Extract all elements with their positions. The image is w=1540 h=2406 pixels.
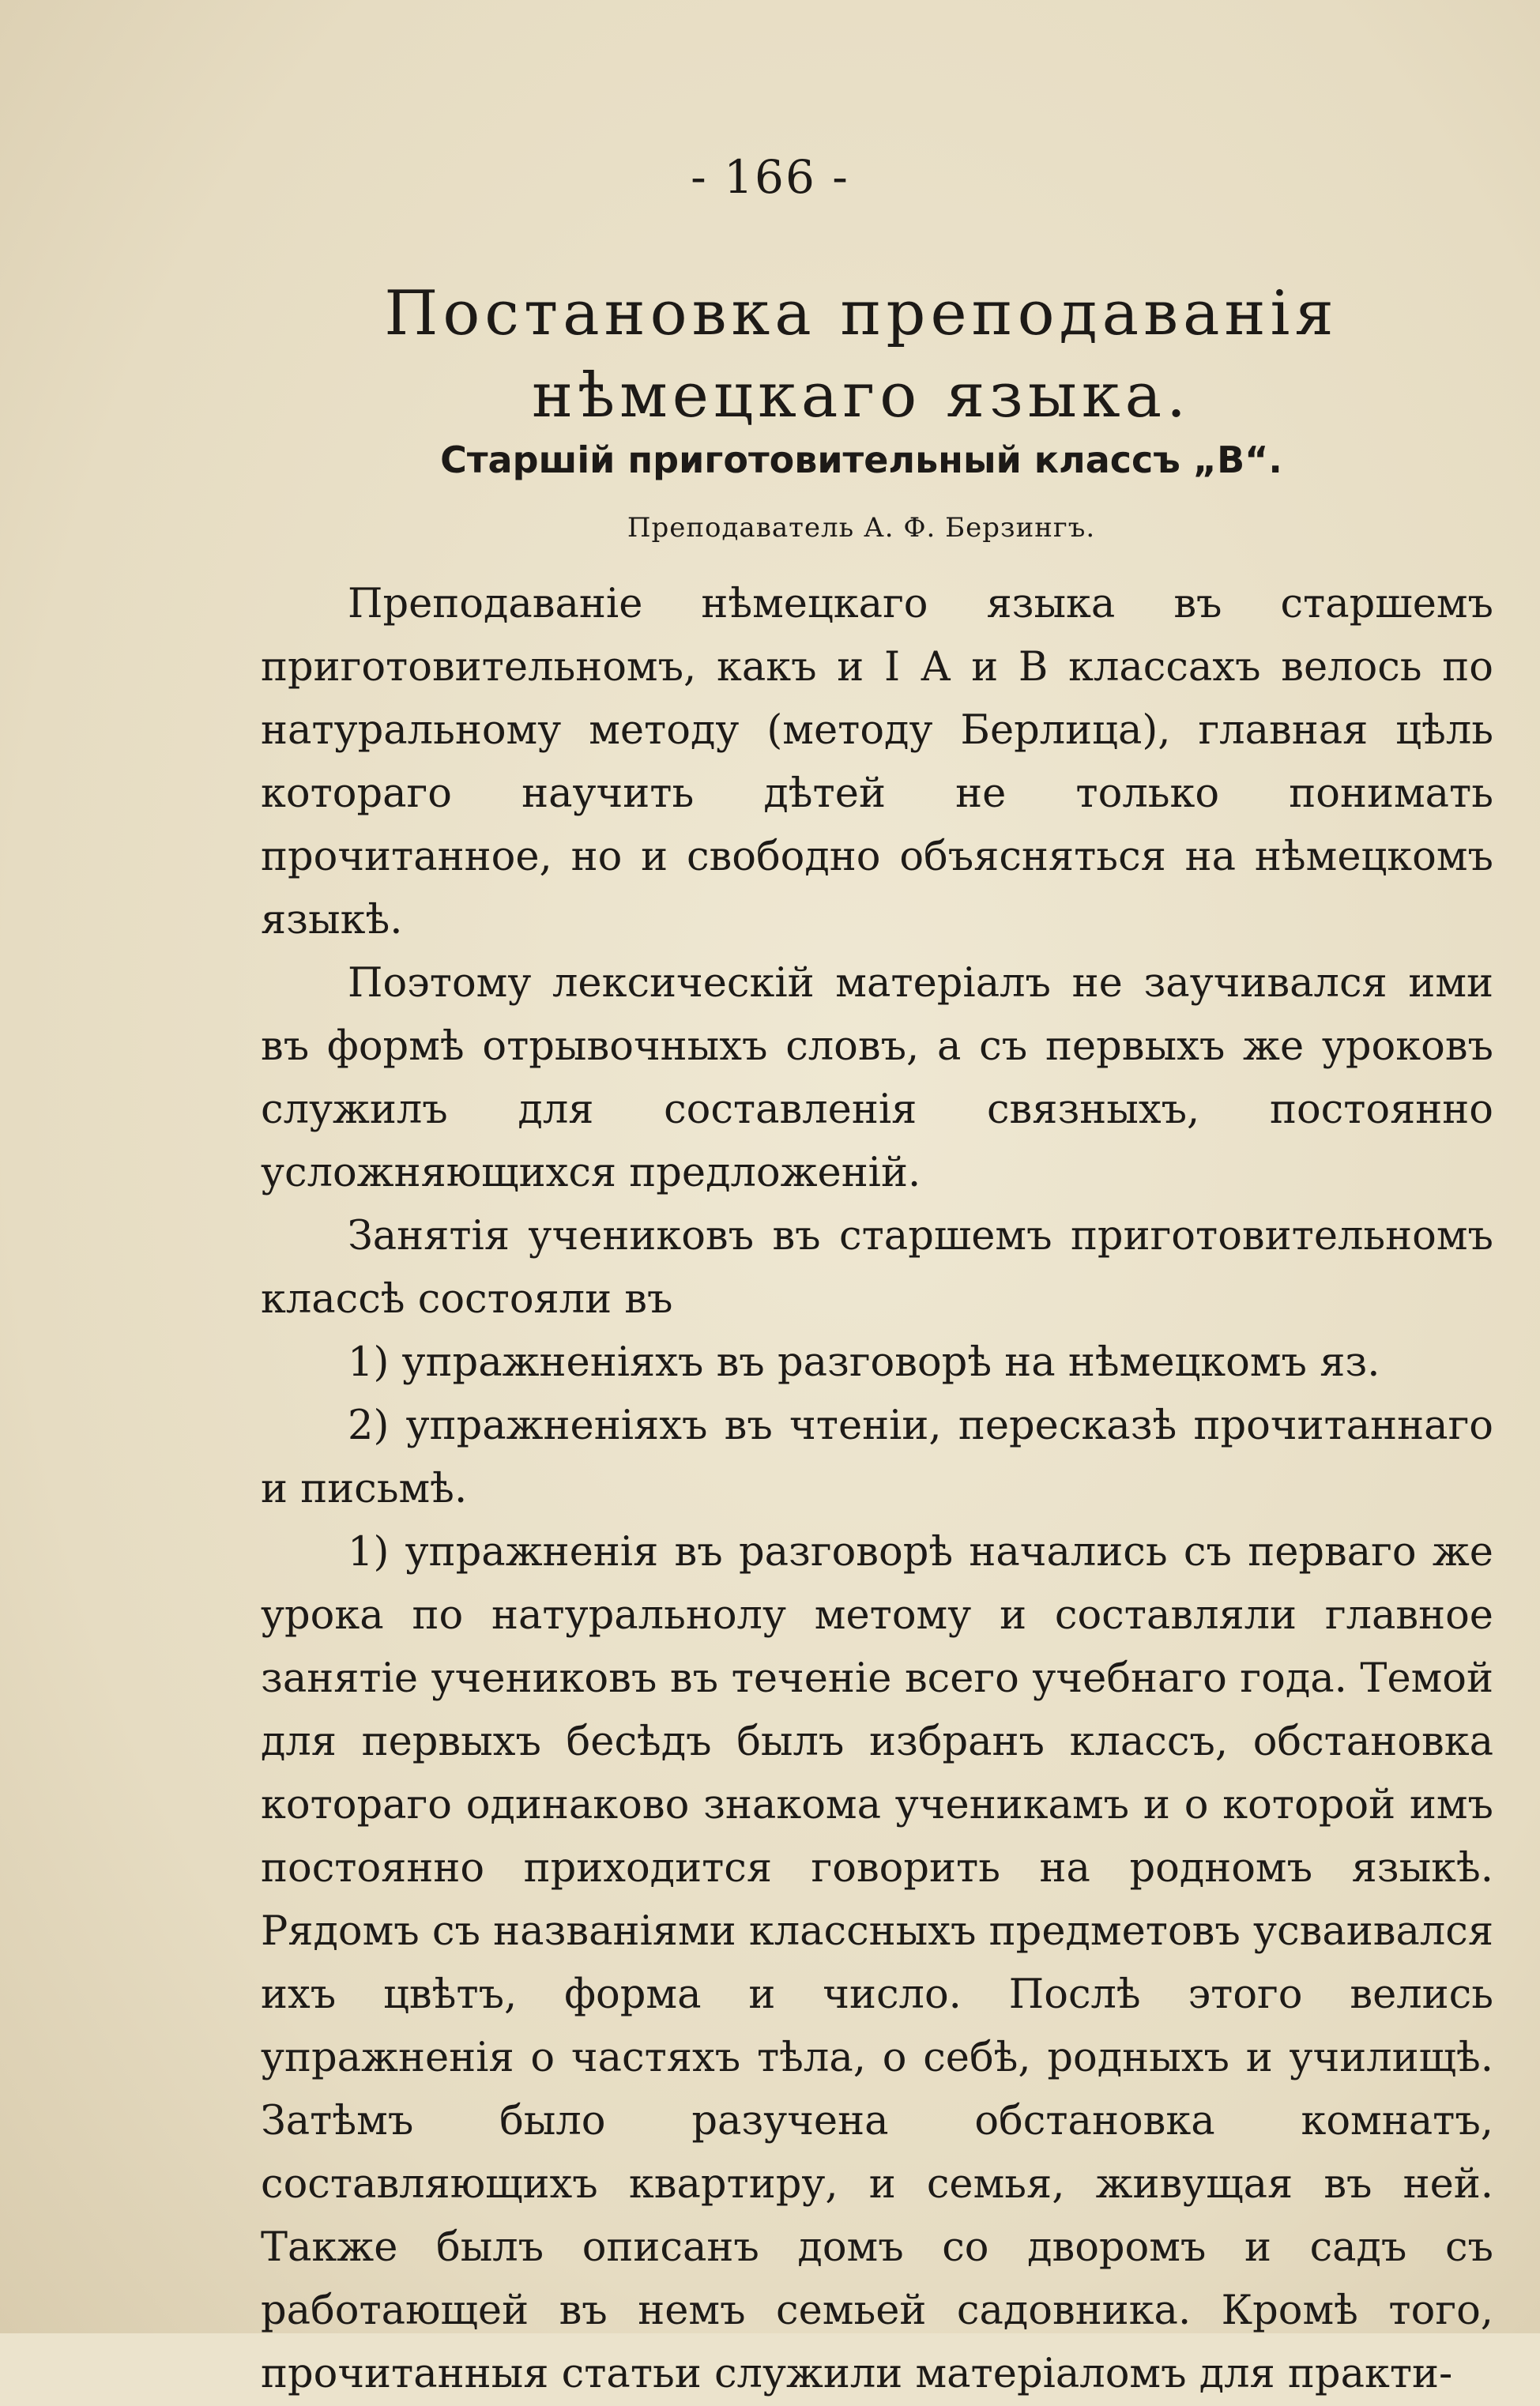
- page-title: Постановка преподаванія нѣмецкаго языка.: [384, 278, 1339, 431]
- list-item: 1) упражненіяхъ въ разговорѣ на нѣмецкомъ яз.: [348, 1339, 1380, 1386]
- paragraph: Преподаваніе нѣмецкаго языка въ старшемъ приготовительномъ, какъ и I А и В классахъ велось по натуральному методу (методу Берлица), главная цѣль котораго научить дѣтей не только понимать прочитанное, но и свободно объясняться на нѣмецкомъ языкѣ.: [261, 581, 1493, 943]
- paragraph: 1) упражненія въ разговорѣ начались съ перваго же урока по натуральнолу метому и составляли главное занятіе учениковъ въ теченіе всего учебнаго года. Темой для первыхъ бесѣдъ былъ избранъ классъ, обстановка котораго одинаково знакома ученикамъ и о которой имъ постоянно приходится говорить на родномъ языкѣ. Рядомъ съ названіями классныхъ предметовъ усваивался ихъ цвѣтъ, форма и число. Послѣ этого велись упражненія о частяхъ тѣла, о себѣ, родныхъ и училищѣ. Затѣмъ было разучена обстановка комнатъ, составляющихъ квартиру, и семья, живущая въ ней. Также былъ описанъ домъ со дворомъ и садъ съ работающей въ немъ семьей садовника. Кромѣ того, прочитанныя статьи служили матеріаломъ для практи-: [261, 1529, 1493, 2397]
- class-heading: Старшій приготовительный классъ „В“.: [440, 439, 1282, 481]
- teacher-line: Преподаватель А. Ф. Берзингъ.: [627, 512, 1096, 544]
- paragraph: Занятія учениковъ въ старшемъ приготовительномъ классѣ состояли въ: [261, 1213, 1493, 1323]
- paragraph: Поэтому лексическій матеріалъ не заучивался ими въ формѣ отрывочныхъ словъ, а съ первыхъ же уроковъ служилъ для составленія связныхъ, постоянно усложняющихся предложеній.: [261, 960, 1493, 1196]
- body-text: [261, 573, 1493, 2406]
- list-item: 2) упражненіяхъ въ чтеніи, пересказѣ прочитаннаго и письмѣ.: [261, 1403, 1493, 1512]
- page-number: - 166 -: [691, 150, 849, 204]
